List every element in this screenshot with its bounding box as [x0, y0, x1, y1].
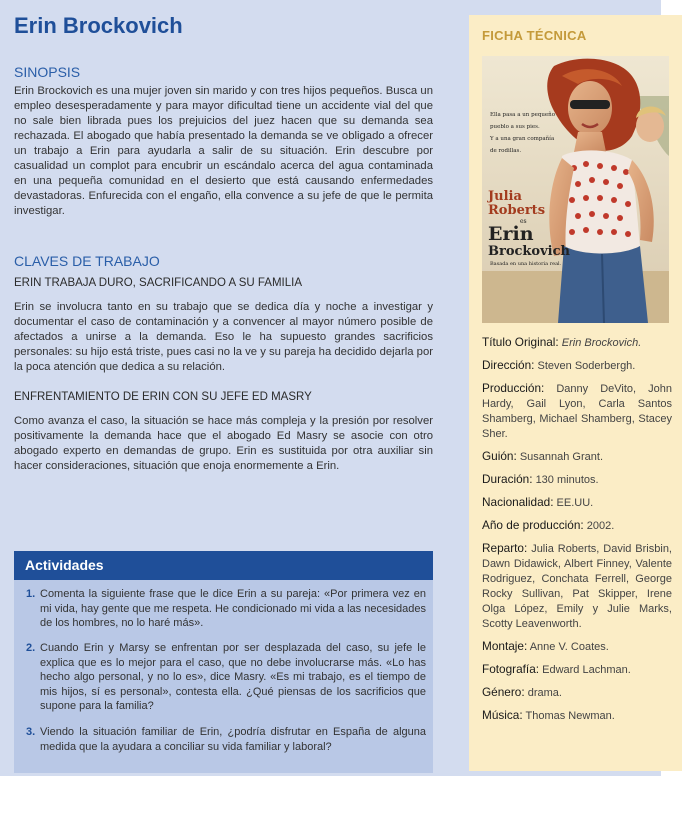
poster-actor-first: Julia — [488, 189, 522, 204]
actividad-text: Cuando Erin y Marsy se enfrentan por ser desplazada del caso, su jefe le explica que es lo mejor para el caso, que no debe involucrarse más. «Lo has hecho algo personal, y no lo es», dice Masry. «Es mi trabajo, es el tiempo de mis hijos, sí es personal», contesta ella. ¿Qué piensas de los sacrificios que supone para la familia? — [40, 642, 426, 712]
credit-row — [482, 495, 672, 511]
credit-row — [482, 381, 672, 442]
actividad-text: Comenta la siguiente frase que le dice Erin a su pareja: «Por primera vez en mi vida, hay gente que me respeta. He condicionado mi vida a las necesidades de los hombres, no lo haré más». — [40, 588, 426, 629]
credit-label: Duración: — [482, 472, 533, 486]
credit-value: Julia Roberts, David Brisbin, Dawn Didawick, Albert Finney, Valente Rodriguez, Conchata Ferrell, George Rocky Sullivan, Pat Skipper, Irene Olga López, Emily y Julie Marks, Scotty Leavenworth. — [482, 543, 672, 630]
credit-label: Dirección: — [482, 358, 535, 372]
credit-row — [482, 518, 672, 534]
credit-row — [482, 541, 672, 632]
sinopsis-heading: SINOPSIS — [14, 64, 81, 80]
actividad-number: 3. — [26, 726, 36, 738]
credit-label: Guión: — [482, 449, 517, 463]
poster-based: Basada en una historia real. — [490, 261, 562, 267]
credit-row — [482, 708, 672, 724]
credit-label: Nacionalidad: — [482, 495, 554, 509]
credit-label: Música: — [482, 708, 523, 722]
actividad-number: 2. — [26, 642, 36, 654]
poster-tagline-3: Y a una gran compañía — [490, 136, 555, 142]
poster-name-1: Erin — [488, 223, 534, 245]
actividad-item-2 — [26, 641, 426, 714]
credit-value: Erin Brockovich. — [561, 337, 642, 349]
credit-value: Steven Soderbergh. — [537, 360, 636, 372]
actividades-heading: Actividades — [14, 551, 433, 580]
credit-value: drama. — [527, 687, 562, 699]
credit-label: Año de producción: — [482, 518, 584, 532]
sinopsis-text: Erin Brockovich es una mujer joven sin marido y con tres hijos pequeños. Busca un empleo desesperadamente y para mayor dificultad tiene un accidente vial del que no sale bien librada pues los prejuicios del juez hacen que su demanda sea rechazada. El abogado que había presentado la demanda se ve obligado a ofrecer un trabajo a Erin para ayudarla a salir de su situación. Erin descubre por casualidad un complot para encubrir un escándalo acerca del agua contaminada en una pequeña comunidad en el desierto que está causando enfermedades devastadoras. Enfurecida con el engaño, ella convence a su jefe de que le permita investigar. — [14, 85, 433, 217]
claves-heading: CLAVES DE TRABAJO — [14, 253, 160, 269]
actividades-box — [14, 551, 433, 773]
credit-label: Título Original: — [482, 335, 559, 349]
actividad-number: 1. — [26, 588, 36, 600]
credit-row — [482, 472, 672, 488]
claves-subheading-2: ENFRENTAMIENTO DE ERIN CON SU JEFE ED MASRY — [14, 391, 312, 403]
ficha-tecnica-panel — [469, 15, 682, 771]
movie-poster — [482, 56, 669, 323]
claves-text-2: Como avanza el caso, la situación se hace más compleja y la presión por resolver positivamente la demanda hace que el abogado Ed Masry se asocie con otro abogado experto en demandas de grupo. Erin es sustituida por otra auxiliar sin hacer consideraciones, situación que enoja enormemente a Erin. — [14, 415, 433, 472]
claves-text-1: Erin se involucra tanto en su trabajo que se dedica día y noche a investigar y documentar el caso de contaminación y a convencer al mayor número posible de afectados a unirse a la demanda. Eso le ha supuesto grandes sacrificios personales: su hijo está triste, pues casi no la ve y su pareja ha decidido dejarla por la poca atención que dedica a su relación. — [14, 301, 433, 373]
credit-label: Género: — [482, 685, 525, 699]
poster-tagline-1: Ella pasa a un pequeño — [490, 112, 556, 118]
poster-actor-last: Roberts — [488, 203, 546, 218]
credit-label: Producción: — [482, 381, 545, 395]
credit-row — [482, 358, 672, 374]
poster-es: es — [520, 218, 527, 225]
poster-tagline-4: de rodillas. — [490, 148, 522, 154]
credit-value: Danny DeVito, John Hardy, Gail Lyon, Carla Santos Shamberg, Michael Shamberg, Stacey Sher. — [482, 383, 672, 440]
credit-label: Fotografía: — [482, 662, 540, 676]
ficha-heading: FICHA TÉCNICA — [482, 28, 587, 43]
poster-illustration — [482, 56, 669, 323]
actividad-item-3 — [26, 725, 426, 754]
credit-value: Susannah Grant. — [519, 451, 603, 463]
actividad-text: Viendo la situación familiar de Erin, ¿podría disfrutar en España de alguna medida que la ayudara a conciliar su vida familiar y laboral? — [40, 726, 426, 753]
credit-label: Montaje: — [482, 639, 528, 653]
credit-label: Reparto: — [482, 541, 528, 555]
claves-subheading-1: ERIN TRABAJA DURO, SACRIFICANDO A SU FAMILIA — [14, 277, 302, 289]
credit-value: Thomas Newman. — [525, 710, 615, 722]
credit-value: 130 minutos. — [535, 474, 599, 486]
credit-row — [482, 639, 672, 655]
actividad-item-1 — [26, 587, 426, 631]
credits-list — [482, 335, 672, 731]
credit-row — [482, 335, 672, 351]
credit-row — [482, 449, 672, 465]
page-title: Erin Brockovich — [14, 13, 183, 38]
credit-row — [482, 662, 672, 678]
credit-value: 2002. — [586, 520, 615, 532]
credit-row — [482, 685, 672, 701]
credit-value: Edward Lachman. — [542, 664, 631, 676]
credit-value: Anne V. Coates. — [529, 641, 609, 653]
poster-tagline-2: pueblo a sus pies. — [490, 124, 540, 130]
poster-name-2: Brockovich — [488, 244, 570, 259]
credit-value: EE.UU. — [556, 497, 594, 509]
